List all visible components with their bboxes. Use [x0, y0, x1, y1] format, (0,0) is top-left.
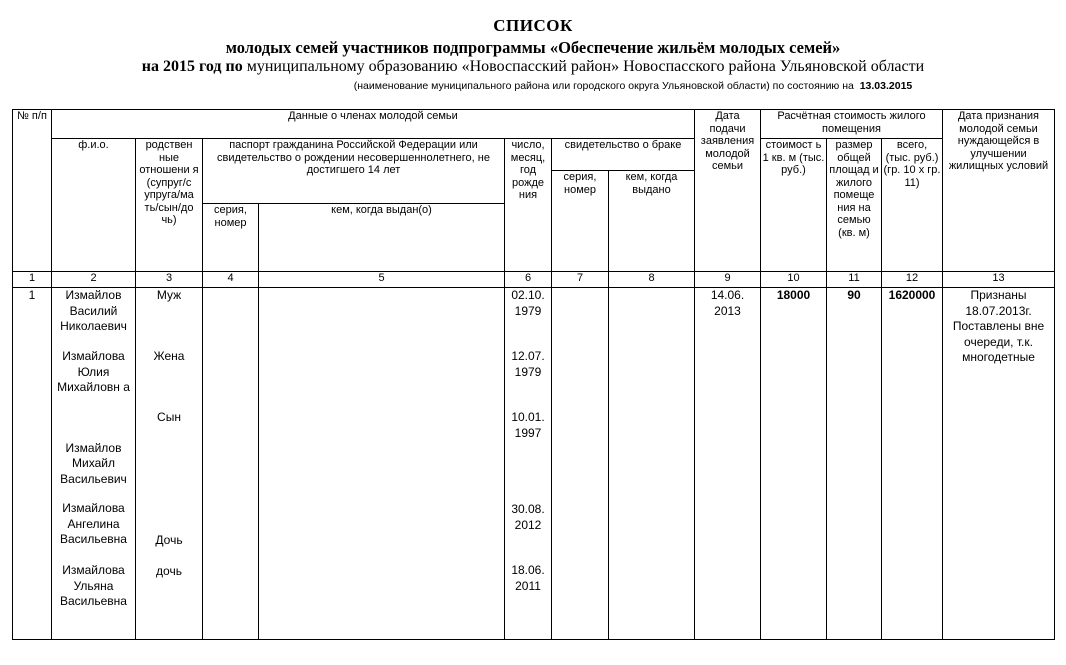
- col-header-marriage-issued: кем, когда выдано: [609, 171, 695, 272]
- member-relation: дочь: [156, 564, 182, 578]
- year-label: на 2015 год по: [141, 58, 243, 75]
- fio-cell: [52, 288, 136, 640]
- member-birth: [506, 502, 550, 563]
- member-fio: Измайлова Юлия Михайловн а: [57, 349, 130, 394]
- birth-year: 2011: [515, 578, 541, 593]
- col-number: 9: [695, 272, 761, 288]
- birth-daymonth: 02.10.: [511, 288, 545, 302]
- marriage-series-cell: [552, 288, 609, 640]
- birth-year: 1997: [514, 425, 542, 440]
- cost-sqm-cell: 18000: [761, 288, 827, 640]
- birth-daymonth: 18.06.: [511, 563, 545, 577]
- passport-issued-cell: [259, 288, 505, 640]
- col-number: 11: [827, 272, 882, 288]
- member-birth: [506, 563, 550, 594]
- col-header-relation: родствен ные отношени я (супруг/с упруга/ма ть/сын/до чь): [136, 139, 203, 272]
- total-cell: 1620000: [882, 288, 943, 640]
- col-number: 3: [136, 272, 203, 288]
- birth-daymonth: 10.01.: [511, 410, 545, 424]
- col-header-marriage: свидетельство о браке: [552, 139, 695, 171]
- member-fio: Измайлова Ульяна Васильевна: [60, 563, 127, 608]
- birth-year: 2012: [514, 517, 542, 532]
- col-header-cost-sqm: стоимост ь 1 кв. м (тыс. руб.): [761, 139, 827, 272]
- member-fio: Измайлова Ангелина Васильевна: [60, 501, 127, 546]
- col-number: 2: [52, 272, 136, 288]
- col-header-apply-date: Дата подачи заявления молодой семьи: [695, 110, 761, 272]
- col-header-passport: паспорт гражданина Российской Федерации или свидетельство о рождении несовершеннолетнего, не достигшего 14 лет: [203, 139, 505, 204]
- recognition-cell: Признаны 18.07.2013г. Поставлены вне очереди, т.к. многодетные: [943, 288, 1055, 640]
- col-number: 5: [259, 272, 505, 288]
- col-number: 10: [761, 272, 827, 288]
- member-birth: [506, 410, 550, 502]
- area-cell: 90: [827, 288, 882, 640]
- col-header-area: размер общей площад и жилого помеще ния на семью (кв. м): [827, 139, 882, 272]
- col-number: 8: [609, 272, 695, 288]
- apply-date-cell: 14.06. 2013: [695, 288, 761, 640]
- birth-year: 1979: [514, 303, 542, 318]
- member-relation: Жена: [153, 349, 185, 363]
- member-birth: [506, 288, 550, 349]
- document-title: СПИСОК: [493, 16, 573, 35]
- col-header-birth: число, месяц, год рожде ния: [505, 139, 552, 272]
- member-relation: Дочь: [155, 533, 183, 547]
- birth-daymonth: 12.07.: [511, 349, 545, 363]
- member-fio: [53, 425, 134, 501]
- state-date: 13.03.2015: [859, 80, 913, 92]
- col-header-num: № п/п: [13, 110, 52, 272]
- col-number: 1: [13, 272, 52, 288]
- col-number: 13: [943, 272, 1055, 288]
- row-num: 1: [13, 288, 52, 640]
- col-number: 12: [882, 272, 943, 288]
- col-header-passport-issued: кем, когда выдан(о): [259, 204, 505, 272]
- marriage-issued-cell: [609, 288, 695, 640]
- families-table: [12, 109, 1055, 640]
- col-header-total: всего, (тыс. руб.) (гр. 10 х гр. 11): [882, 139, 943, 272]
- passport-series-cell: [203, 288, 259, 640]
- col-header-family-group: Данные о членах молодой семьи: [52, 110, 695, 139]
- member-fio: Измайлов Василий Николаевич: [60, 288, 127, 333]
- document-note: [100, 80, 1066, 92]
- col-number: 6: [505, 272, 552, 288]
- col-header-recognition: Дата признания молодой семьи нуждающейся в улучшении жилищных условий: [943, 110, 1055, 272]
- birth-year: 1979: [514, 364, 542, 379]
- col-header-marriage-series: серия, номер: [552, 171, 609, 272]
- document-municipality: [0, 58, 1066, 76]
- municipality-name: муниципальному образованию «Новоспасский район» Новоспасского района Ульяновской области: [246, 58, 925, 75]
- col-header-fio: ф.и.о.: [52, 139, 136, 272]
- birth-daymonth: 30.08.: [511, 502, 545, 516]
- relation-cell: [136, 288, 203, 640]
- member-fio-text: Измайлов Михайл Васильевич: [60, 440, 127, 486]
- table-row: [13, 288, 1055, 640]
- col-header-passport-series: серия, номер: [203, 204, 259, 272]
- member-birth: [506, 349, 550, 410]
- birth-cell: [505, 288, 552, 640]
- note-text: (наименование муниципального района или городского округа Ульяновской области) по состоянию на: [353, 80, 854, 92]
- document-subtitle: молодых семей участников подпрограммы «Обеспечение жильём молодых семей»: [225, 38, 841, 57]
- col-number: 7: [552, 272, 609, 288]
- member-relation: Муж: [156, 288, 182, 302]
- member-relation: Сын: [157, 410, 181, 424]
- col-header-cost-group: Расчётная стоимость жилого помещения: [761, 110, 943, 139]
- col-number: 4: [203, 272, 259, 288]
